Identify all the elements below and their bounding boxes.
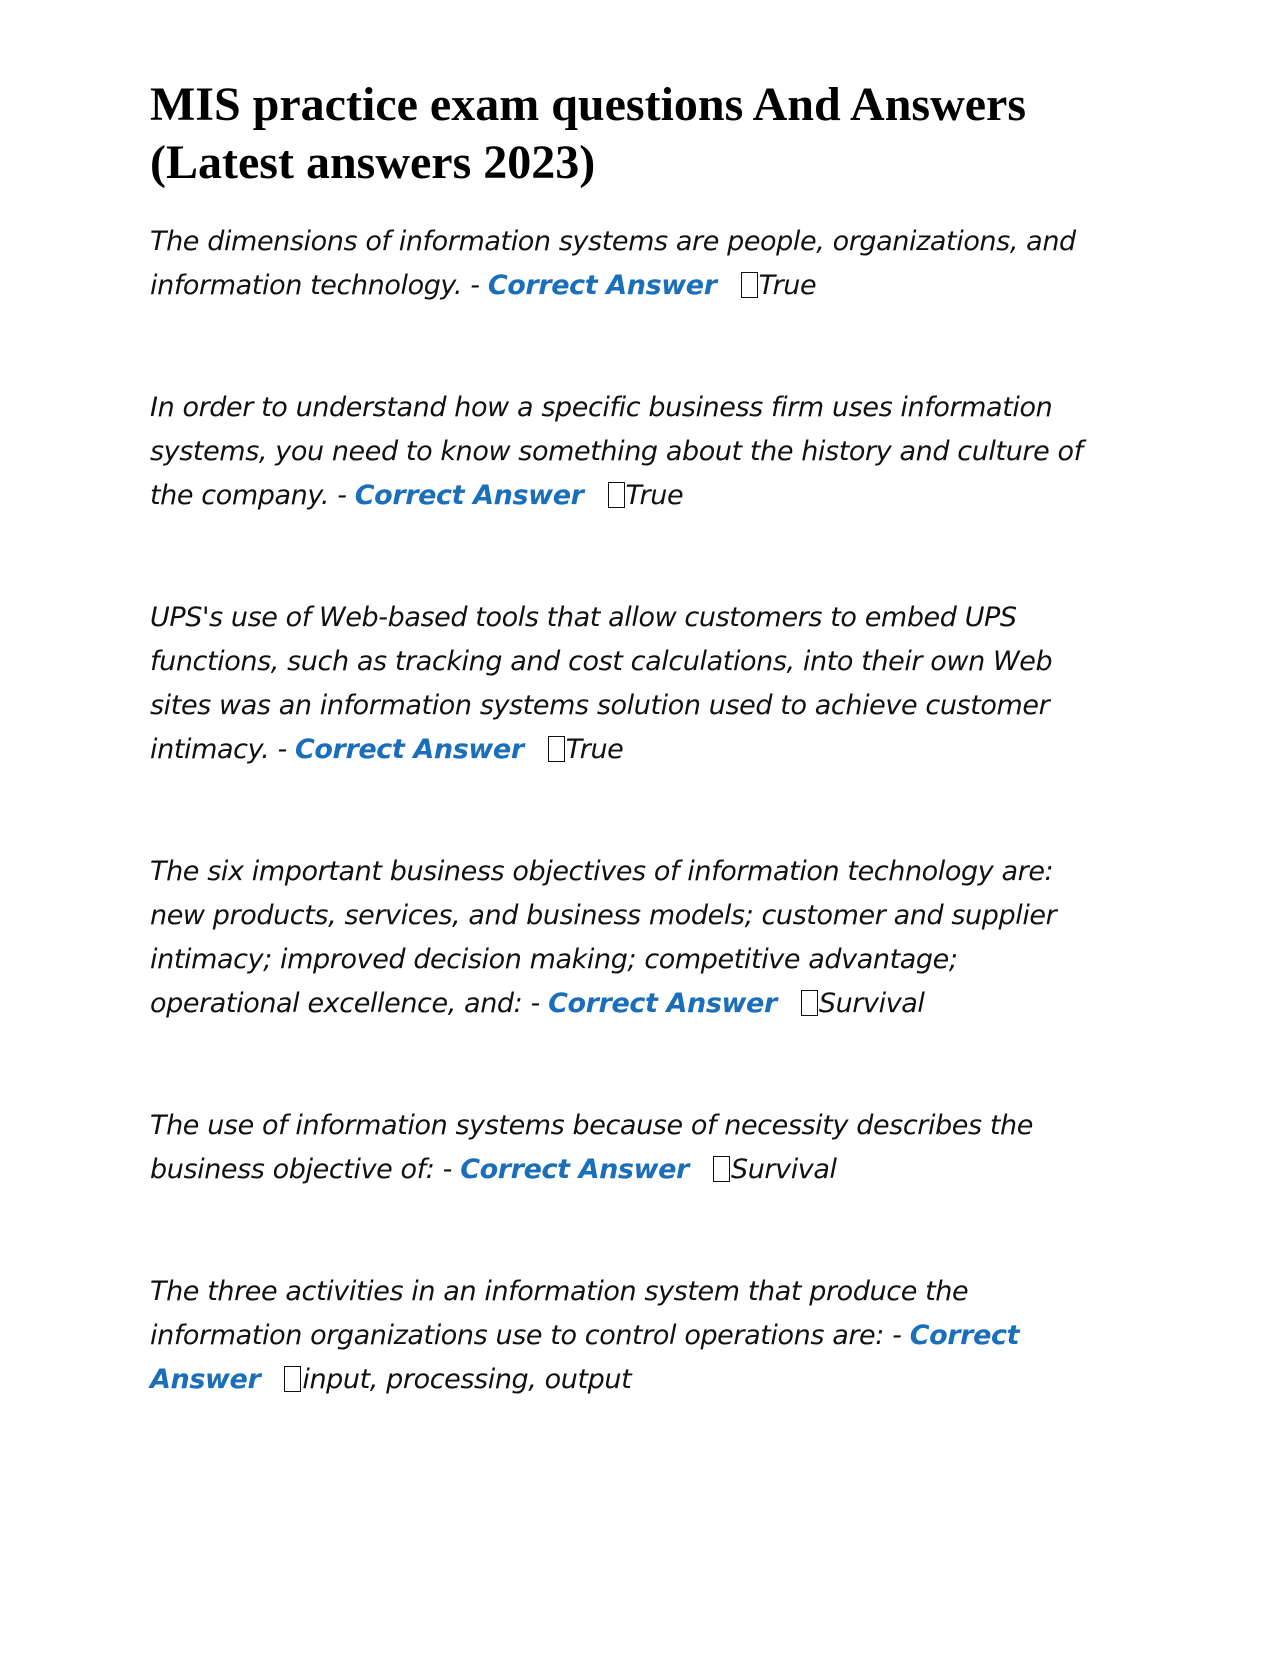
qa-item bbox=[150, 1270, 1110, 1402]
separator: - bbox=[462, 270, 488, 301]
answer-text: True bbox=[758, 270, 817, 301]
answer-text: Survival bbox=[730, 1154, 837, 1185]
separator: - bbox=[329, 480, 355, 511]
qa-item bbox=[150, 386, 1110, 518]
question-text: In order to understand how a specific business firm uses information systems, you need to know something about the history and culture of the company. bbox=[150, 392, 1083, 511]
correct-answer-label: Correct Answer bbox=[354, 480, 584, 511]
missing-glyph-box-icon bbox=[801, 990, 818, 1016]
qa-list bbox=[150, 220, 1110, 1402]
question-text: The six important business objectives of information technology are: new products, services, and business models; customer and supplier intimacy; improved decision making; competitive advantage; operational excellence, and: bbox=[150, 856, 1057, 1019]
missing-glyph-box-icon bbox=[741, 272, 758, 298]
qa-item bbox=[150, 1104, 1110, 1192]
qa-item bbox=[150, 596, 1110, 772]
separator: - bbox=[269, 734, 295, 765]
answer-text: input, processing, output bbox=[302, 1364, 632, 1395]
correct-answer-label: Correct Answer bbox=[294, 734, 524, 765]
qa-item bbox=[150, 220, 1110, 308]
question-text: The three activities in an information system that produce the information organizations use to control operations are: bbox=[150, 1276, 969, 1351]
missing-glyph-box-icon bbox=[548, 736, 565, 762]
missing-glyph-box-icon bbox=[608, 482, 625, 508]
correct-answer-label: Correct Answer bbox=[548, 988, 777, 1019]
answer-text: Survival bbox=[818, 988, 925, 1019]
missing-glyph-box-icon bbox=[284, 1366, 301, 1392]
question-text: The use of information systems because of necessity describes the business objective of: bbox=[150, 1110, 1033, 1185]
question-text: UPS's use of Web-based tools that allow customers to embed UPS functions, such as tracking and cost calculations, into their own Web sites was an information systems solution used to achieve customer intimacy. bbox=[150, 602, 1053, 765]
separator: - bbox=[883, 1320, 910, 1351]
missing-glyph-box-icon bbox=[713, 1156, 730, 1182]
question-text: The dimensions of information systems are people, organizations, and information technology. bbox=[150, 226, 1076, 301]
separator: - bbox=[434, 1154, 461, 1185]
correct-answer-label: Correct Answer bbox=[460, 1154, 689, 1185]
correct-answer-label: Correct Answer bbox=[487, 270, 717, 301]
separator: - bbox=[522, 988, 549, 1019]
document-title: MIS practice exam questions And Answers (Latest answers 2023) bbox=[150, 78, 1027, 189]
correct-answer-label: Correct Answer bbox=[150, 1320, 1020, 1395]
qa-item bbox=[150, 850, 1110, 1026]
answer-text: True bbox=[565, 734, 624, 765]
answer-text: True bbox=[625, 480, 684, 511]
document-page bbox=[150, 76, 1110, 1480]
